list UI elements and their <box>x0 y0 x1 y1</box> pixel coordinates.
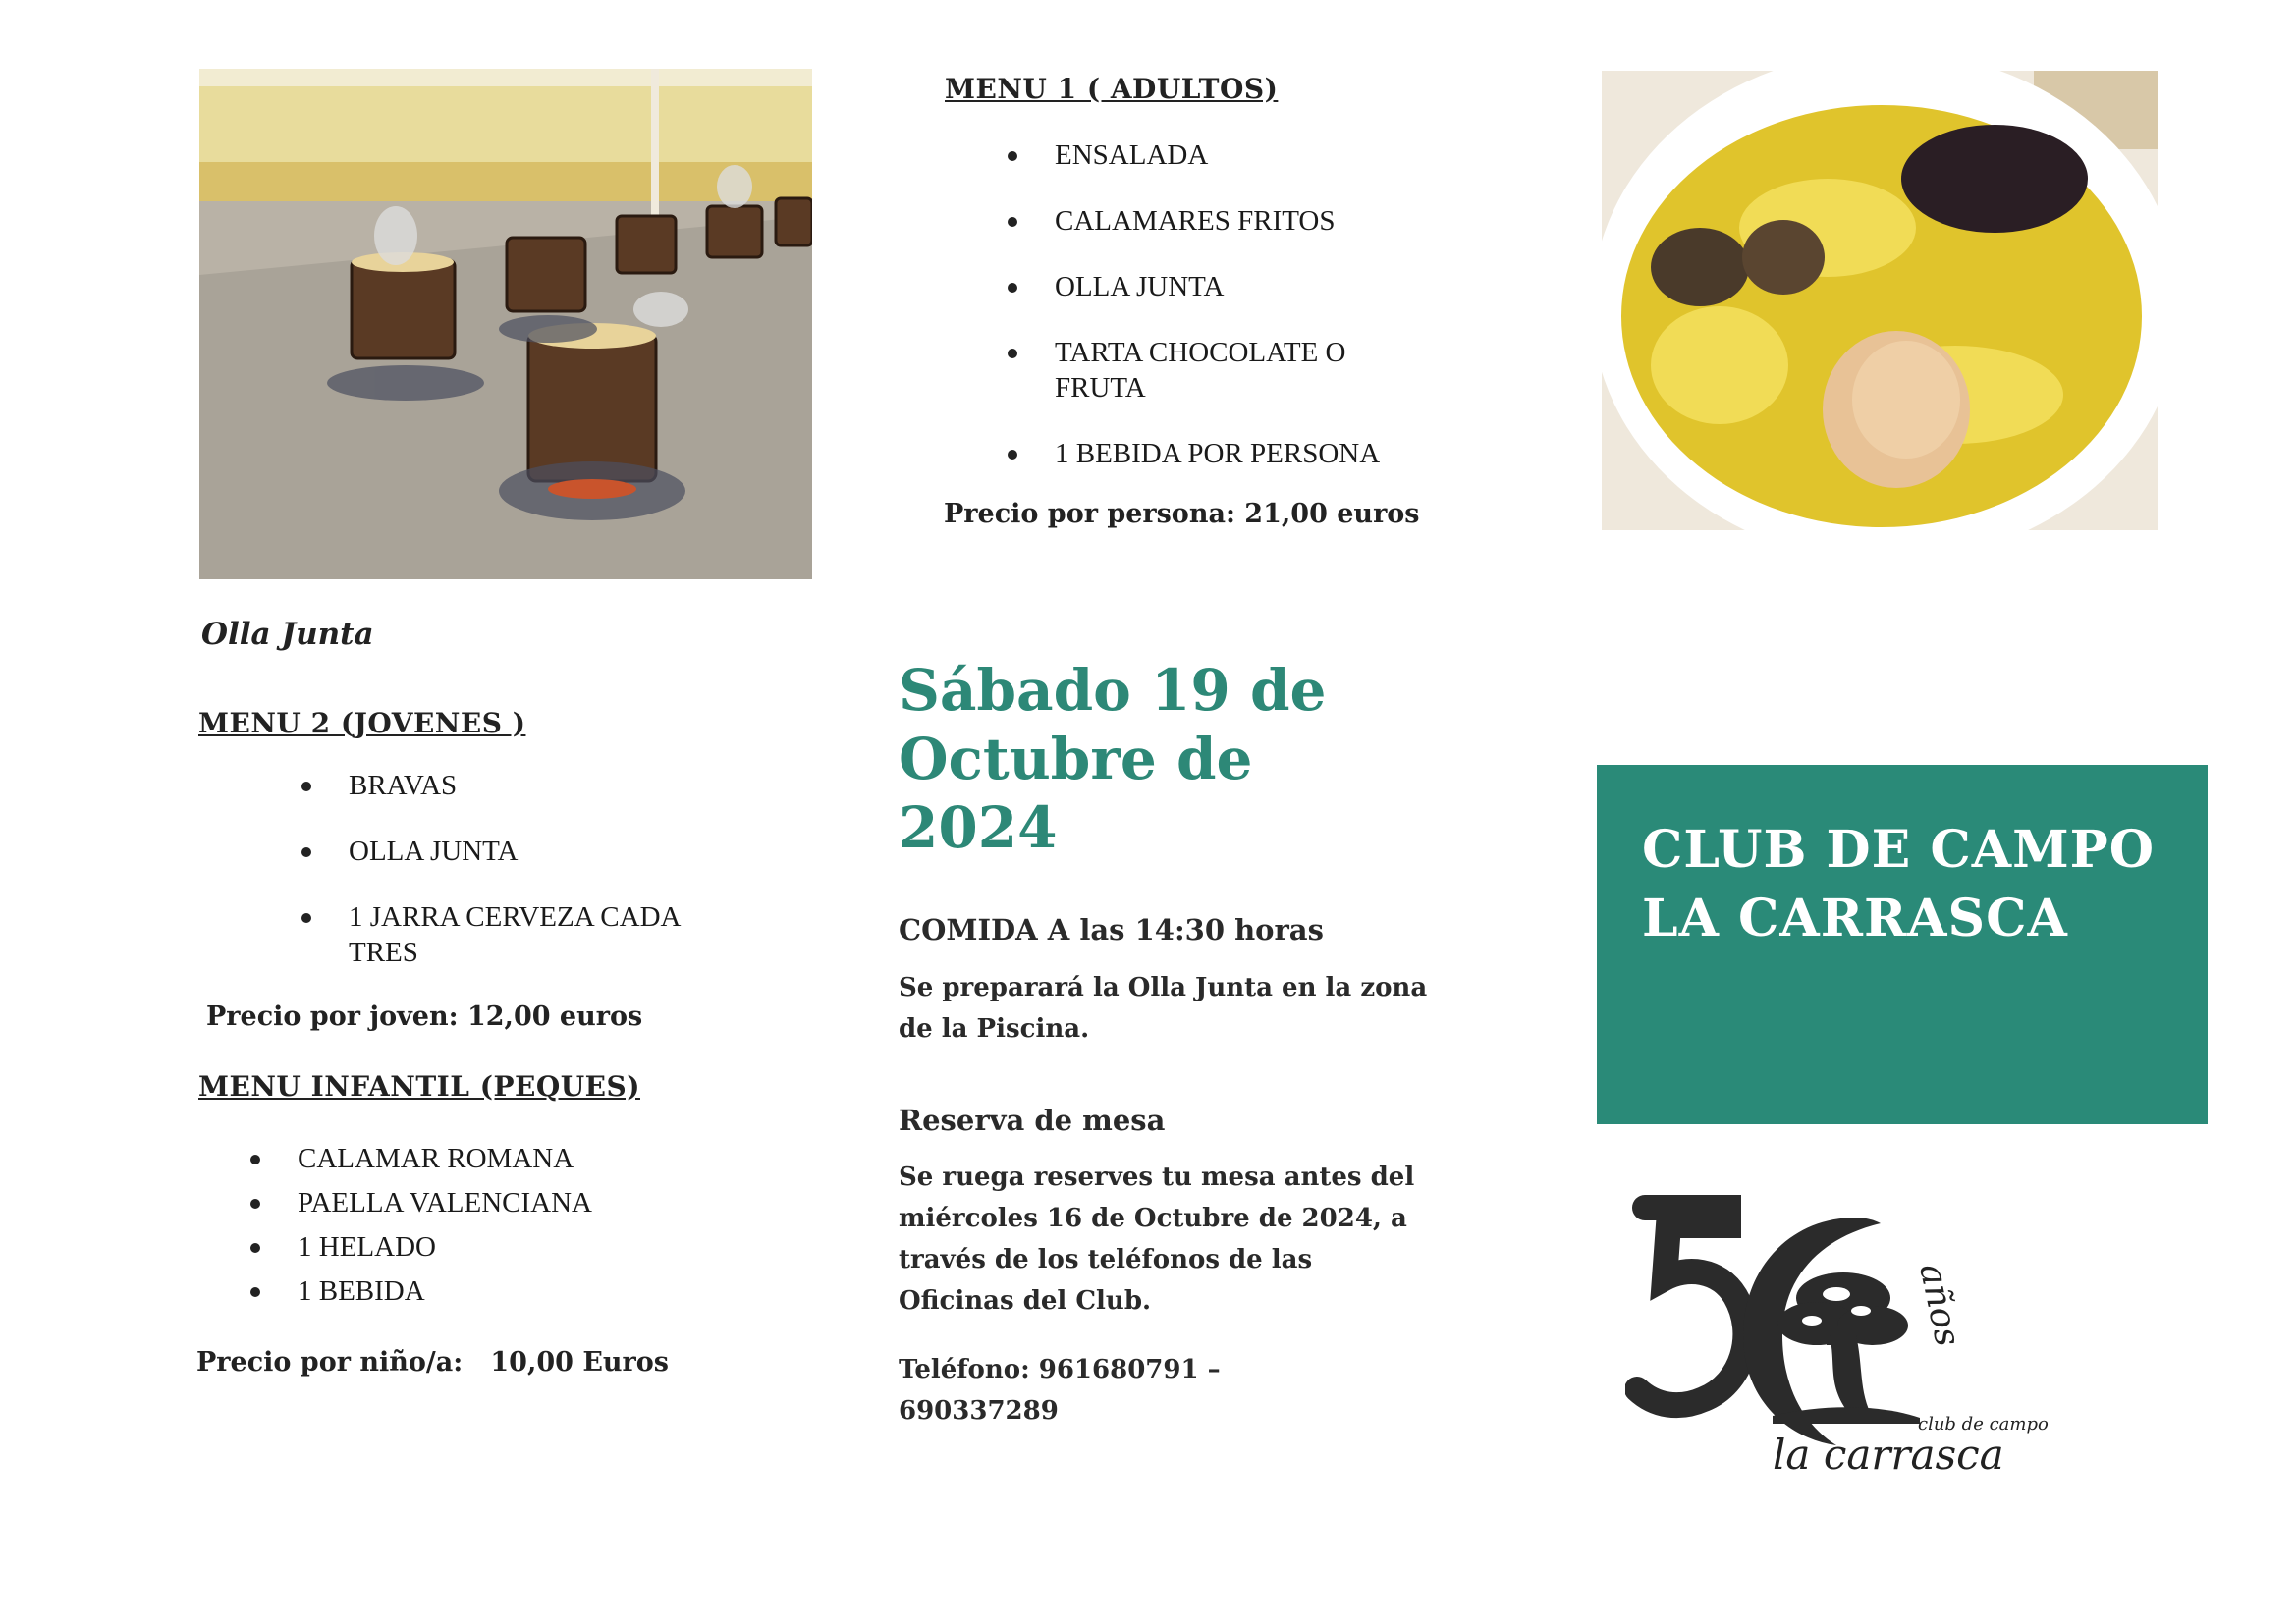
list-item: OLLA JUNTA <box>349 834 702 869</box>
reserva-detail: Se ruega reserves tu mesa antes del miércoles 16 de Octubre de 2024, a través de los teléfonos de las Oficinas del Club. <box>899 1163 1415 1316</box>
list-item: 1 JARRA CERVEZA CADA TRES <box>349 899 702 970</box>
menu1-price: Precio por persona: 21,00 euros <box>944 499 1420 529</box>
tree-50-logo <box>1625 1188 2067 1483</box>
menu2-heading: MENU 2 (JOVENES ) <box>198 707 526 739</box>
cooking-pots-photo <box>199 69 812 579</box>
list-item: TARTA CHOCOLATE O FRUTA <box>1055 335 1408 406</box>
list-item: OLLA JUNTA <box>1055 269 1408 304</box>
list-item: PAELLA VALENCIANA <box>298 1185 710 1220</box>
logo-name: la carrasca <box>1773 1431 2004 1479</box>
photo-caption: Olla Junta <box>201 617 374 652</box>
event-date-title: Sábado 19 de Octubre de 2024 <box>899 657 1327 861</box>
club-title: CLUB DE CAMPO LA CARRASCA <box>1642 820 2156 948</box>
telefono: Teléfono: 961680791 – 690337289 <box>899 1355 1221 1426</box>
list-item: 1 HELADO <box>298 1229 710 1265</box>
list-item: CALAMARES FRITOS <box>1055 203 1408 239</box>
list-item: ENSALADA <box>1055 137 1408 173</box>
menu-infantil-price: Precio por niño/a: 10,00 Euros <box>196 1347 669 1378</box>
paella-dish-photo <box>1602 71 2158 530</box>
list-item: 1 BEBIDA POR PERSONA <box>1055 436 1408 471</box>
comida-detail: Se preparará la Olla Junta en la zona de la Piscina. <box>899 973 1428 1044</box>
menu2-list <box>349 768 702 970</box>
menu2-price: Precio por joven: 12,00 euros <box>206 1001 643 1032</box>
list-item: 1 BEBIDA <box>298 1273 710 1309</box>
menu-infantil-heading: MENU INFANTIL (PEQUES) <box>198 1070 640 1103</box>
logo-anos: años <box>1911 1260 1968 1350</box>
menu1-heading: MENU 1 ( ADULTOS) <box>945 73 1279 105</box>
club-title-box <box>1597 765 2208 1124</box>
list-item: CALAMAR ROMANA <box>298 1141 710 1176</box>
logo-club: club de campo <box>1918 1414 2049 1435</box>
list-item: BRAVAS <box>349 768 702 803</box>
comida-time: COMIDA A las 14:30 horas <box>899 913 1324 947</box>
menu1-list <box>1055 137 1408 471</box>
reserva-heading: Reserva de mesa <box>899 1104 1166 1137</box>
menu-infantil-list <box>298 1141 710 1309</box>
